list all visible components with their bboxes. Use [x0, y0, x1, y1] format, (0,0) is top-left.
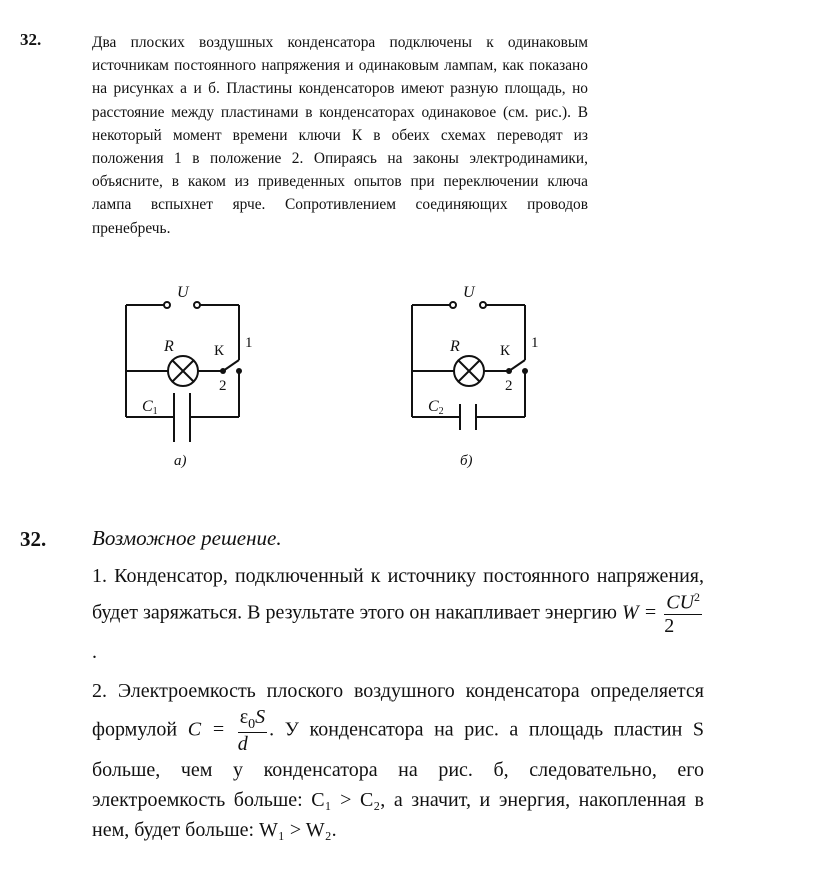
switch-position-2: 2: [505, 378, 513, 394]
source-label: U: [177, 284, 189, 301]
switch-position-1: 1: [531, 335, 539, 351]
problem-text: [92, 31, 588, 240]
energy-fraction: [664, 591, 702, 637]
circuit-figure-a: [118, 285, 268, 475]
step-1-paragraph: 1. Конденсатор, подключенный к источнику постоянного напряжения, будет заряжаться. В результате этого он накапливает энергию W = $\frac{CU^2}{2}$ .: [92, 565, 704, 663]
energy-denominator: 2: [664, 614, 675, 637]
lamp-label: R: [450, 338, 460, 355]
solution-step-1: [92, 561, 704, 667]
capacitance-fraction: [238, 706, 267, 755]
step-1-text: 1. Конденсатор, подключенный к источнику постоянного напряжения, будет заряжаться. В результате этого он накапливает энергию: [92, 565, 704, 624]
switch-label: К: [214, 343, 225, 359]
step-2-text-b: . У конденсатора на рис. а площадь пластин S больше, чем у конденсатора на рис. б, следовательно, его электроемкость больше: C₁ > C₂, а значит, и энергия, накопленная в нем, будет больше: W₁ > W₂.: [92, 718, 705, 842]
capacitance-numerator: $\varepsilon_0S$: [239, 706, 266, 732]
switch-position-1: 1: [245, 335, 253, 351]
switch-label: К: [500, 343, 511, 359]
capacitor-label: C1: [142, 398, 158, 417]
step-2-text-a: 2. Электроемкость плоского воздушного конденсатора определяется формулой: [92, 680, 704, 741]
energy-numerator: $CU^2$: [666, 590, 701, 614]
capacitance-formula-lhs: C =: [187, 718, 226, 741]
circuit-diagram-a: [118, 285, 268, 470]
switch-position-2: 2: [219, 378, 227, 394]
capacitor-label: C2: [428, 398, 444, 417]
solution-number: 32.: [20, 527, 47, 551]
circuit-diagram-b: [404, 285, 554, 470]
figure-caption: б): [460, 453, 473, 469]
energy-formula-lhs: W =: [621, 601, 658, 624]
solution-step-2: [92, 676, 704, 845]
solution-title: Возможное решение.: [92, 526, 282, 550]
circuit-figure-b: [404, 285, 554, 475]
problem-paragraph: Два плоских воздушных конденсатора подключены к одинаковым источникам постоянного напряжения и одинаковым лампам, как показано на рисунках а и б. Пластины конденсаторов имеют разную площадь, но расстояние между пластинами в конденсаторах одинаковое (см. рис.). В некоторый момент времени ключи К в обеих схемах переводят из положения 1 в положение 2. Опираясь на законы электродинамики, объясните, в каком из приведенных опытов при переключении ключа лампа вспыхнет ярче. Сопротивлением соединяющих проводов пренебречь.: [92, 34, 588, 237]
problem-number: 32.: [20, 30, 42, 49]
source-label: U: [463, 284, 475, 301]
lamp-label: R: [164, 338, 174, 355]
figure-caption: а): [174, 453, 187, 469]
capacitance-denominator: d: [237, 733, 248, 756]
step-2-paragraph: [92, 676, 704, 845]
